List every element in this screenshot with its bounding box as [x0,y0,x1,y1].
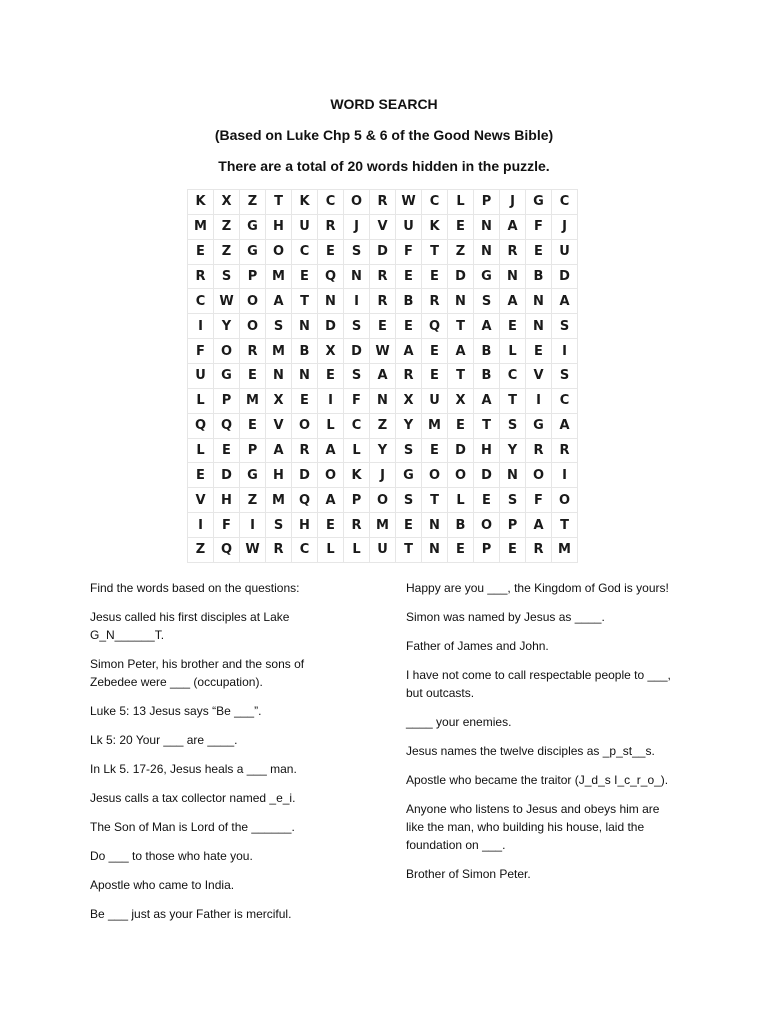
grid-letter-cell[interactable]: A [552,289,578,314]
grid-letter-cell[interactable]: N [292,314,318,339]
grid-letter-cell[interactable]: A [552,413,578,438]
grid-letter-cell[interactable]: U [188,364,214,389]
grid-letter-cell[interactable]: I [240,513,266,538]
grid-letter-cell[interactable]: E [422,264,448,289]
grid-letter-cell[interactable]: G [240,214,266,239]
grid-letter-cell[interactable]: T [474,413,500,438]
question-left-10: Be ___ just as your Father is merciful. [90,907,292,921]
grid-letter-cell[interactable]: E [474,488,500,513]
grid-letter-cell[interactable]: M [266,339,292,364]
grid-row [188,264,578,289]
grid-letter-cell[interactable]: O [526,463,552,488]
grid-letter-cell[interactable]: A [500,289,526,314]
grid-letter-cell[interactable]: O [240,314,266,339]
grid-letter-cell[interactable]: M [266,264,292,289]
grid-letter-cell[interactable]: N [500,463,526,488]
grid-letter-cell[interactable]: D [318,314,344,339]
grid-letter-cell[interactable]: R [396,364,422,389]
grid-letter-cell[interactable]: E [188,463,214,488]
grid-letter-cell[interactable]: X [318,339,344,364]
grid-letter-cell[interactable]: A [318,488,344,513]
grid-letter-cell[interactable]: B [396,289,422,314]
grid-letter-cell[interactable]: I [318,388,344,413]
grid-letter-cell[interactable]: T [396,538,422,563]
grid-letter-cell[interactable]: T [422,239,448,264]
grid-letter-cell[interactable]: L [318,538,344,563]
grid-letter-cell[interactable]: B [526,264,552,289]
grid-letter-cell[interactable]: I [552,339,578,364]
grid-letter-cell[interactable]: L [500,339,526,364]
grid-letter-cell[interactable]: D [370,239,396,264]
grid-letter-cell[interactable]: E [370,314,396,339]
grid-letter-cell[interactable]: L [448,488,474,513]
grid-letter-cell[interactable]: O [344,190,370,215]
puzzle-instruction: There are a total of 20 words hidden in the puzzle. [218,158,550,174]
grid-letter-cell[interactable]: E [318,364,344,389]
grid-letter-cell[interactable]: O [318,463,344,488]
question-left-8: Do ___ to those who hate you. [90,849,253,863]
grid-letter-cell[interactable]: F [214,513,240,538]
grid-letter-cell[interactable]: R [500,239,526,264]
grid-row [188,214,578,239]
grid-letter-cell[interactable]: L [188,388,214,413]
grid-letter-cell[interactable]: Q [318,264,344,289]
grid-row [188,438,578,463]
grid-letter-cell[interactable]: B [474,364,500,389]
grid-letter-cell[interactable]: E [526,339,552,364]
grid-letter-cell[interactable]: N [422,538,448,563]
grid-letter-cell[interactable]: O [474,513,500,538]
grid-letter-cell[interactable]: D [474,463,500,488]
grid-letter-cell[interactable]: Z [240,190,266,215]
grid-letter-cell[interactable]: C [552,190,578,215]
grid-letter-cell[interactable]: O [448,463,474,488]
question-left-9: Apostle who came to India. [90,878,235,892]
question-left-4: Lk 5: 20 Your ___ are ____. [90,733,238,747]
grid-letter-cell[interactable]: A [396,339,422,364]
question-right-0: Happy are you ___, the Kingdom of God is yours! [406,581,669,595]
question-right-5: Jesus names the twelve disciples as _p_st__s. [406,744,655,758]
grid-letter-cell[interactable]: Z [214,239,240,264]
grid-letter-cell[interactable]: P [240,264,266,289]
grid-letter-cell[interactable]: V [370,214,396,239]
grid-letter-cell[interactable]: E [448,413,474,438]
grid-letter-cell[interactable]: E [396,314,422,339]
question-right-3: I have not come to call respectable people to ___, but outcasts. [406,668,671,700]
grid-letter-cell[interactable]: G [396,463,422,488]
grid-letter-cell[interactable]: E [396,264,422,289]
grid-letter-cell[interactable]: U [422,388,448,413]
grid-letter-cell[interactable]: C [344,413,370,438]
question-right-6: Apostle who became the traitor (J_d_s I_c_r_o_). [406,773,669,787]
grid-letter-cell[interactable]: D [292,463,318,488]
grid-letter-cell[interactable]: O [240,289,266,314]
grid-letter-cell[interactable]: F [396,239,422,264]
grid-letter-cell[interactable]: H [214,488,240,513]
grid-letter-cell[interactable]: R [240,339,266,364]
grid-letter-cell[interactable]: D [552,264,578,289]
grid-letter-cell[interactable]: R [370,190,396,215]
grid-letter-cell[interactable]: E [292,264,318,289]
grid-letter-cell[interactable]: R [552,438,578,463]
grid-letter-cell[interactable]: B [474,339,500,364]
question-right-2: Father of James and John. [406,639,549,653]
grid-letter-cell[interactable]: K [422,214,448,239]
questions-left-column [90,579,350,934]
grid-letter-cell[interactable]: F [526,488,552,513]
grid-letter-cell[interactable]: Q [422,314,448,339]
grid-letter-cell[interactable]: F [344,388,370,413]
grid-letter-cell[interactable]: L [318,413,344,438]
grid-row [188,289,578,314]
grid-letter-cell[interactable]: S [500,488,526,513]
grid-letter-cell[interactable]: A [500,214,526,239]
grid-letter-cell[interactable]: K [188,190,214,215]
grid-letter-cell[interactable]: J [370,463,396,488]
grid-row [188,513,578,538]
grid-letter-cell[interactable]: U [552,239,578,264]
grid-letter-cell[interactable]: C [552,388,578,413]
grid-letter-cell[interactable]: Y [500,438,526,463]
grid-letter-cell[interactable]: G [526,413,552,438]
grid-letter-cell[interactable]: C [292,239,318,264]
grid-letter-cell[interactable]: C [422,190,448,215]
grid-letter-cell[interactable]: T [552,513,578,538]
grid-letter-cell[interactable]: I [344,289,370,314]
grid-letter-cell[interactable]: P [344,488,370,513]
grid-letter-cell[interactable]: N [344,264,370,289]
grid-letter-cell[interactable]: H [474,438,500,463]
grid-letter-cell[interactable]: L [344,438,370,463]
grid-letter-cell[interactable]: P [500,513,526,538]
word-search-grid [187,189,578,563]
grid-letter-cell[interactable]: W [214,289,240,314]
grid-letter-cell[interactable]: Y [396,413,422,438]
grid-letter-cell[interactable]: D [448,438,474,463]
grid-letter-cell[interactable]: C [188,289,214,314]
grid-letter-cell[interactable]: A [474,314,500,339]
grid-letter-cell[interactable]: R [526,538,552,563]
grid-letter-cell[interactable]: O [292,413,318,438]
grid-letter-cell[interactable]: E [500,538,526,563]
grid-letter-cell[interactable]: S [500,413,526,438]
grid-row [188,463,578,488]
grid-letter-cell[interactable]: E [526,239,552,264]
grid-letter-cell[interactable]: G [526,190,552,215]
grid-letter-cell[interactable]: A [448,339,474,364]
grid-letter-cell[interactable]: N [474,214,500,239]
grid-letter-cell[interactable]: M [188,214,214,239]
grid-letter-cell[interactable]: T [422,488,448,513]
grid-letter-cell[interactable]: O [266,239,292,264]
question-left-1: Jesus called his first disciples at Lake G_N______T. [90,610,290,642]
grid-letter-cell[interactable]: S [552,364,578,389]
grid-letter-cell[interactable]: W [396,190,422,215]
grid-letter-cell[interactable]: Q [214,538,240,563]
grid-letter-cell[interactable]: E [396,513,422,538]
grid-letter-cell[interactable]: S [266,513,292,538]
grid-letter-cell[interactable]: L [344,538,370,563]
grid-letter-cell[interactable]: R [266,538,292,563]
grid-letter-cell[interactable]: E [422,364,448,389]
grid-letter-cell[interactable]: L [448,190,474,215]
grid-letter-cell[interactable]: U [370,538,396,563]
grid-letter-cell[interactable]: S [266,314,292,339]
grid-letter-cell[interactable]: O [214,339,240,364]
grid-letter-cell[interactable]: E [240,364,266,389]
grid-letter-cell[interactable]: R [318,214,344,239]
grid-letter-cell[interactable]: Q [292,488,318,513]
grid-row [188,190,578,215]
grid-letter-cell[interactable]: V [188,488,214,513]
grid-letter-cell[interactable]: M [370,513,396,538]
grid-letter-cell[interactable]: B [448,513,474,538]
grid-letter-cell[interactable]: J [500,190,526,215]
grid-letter-cell[interactable]: N [500,264,526,289]
grid-letter-cell[interactable]: E [500,314,526,339]
grid-letter-cell[interactable]: Z [370,413,396,438]
grid-letter-cell[interactable]: A [266,289,292,314]
page-title: WORD SEARCH [330,96,438,112]
grid-letter-cell[interactable]: E [448,214,474,239]
grid-letter-cell[interactable]: T [292,289,318,314]
grid-row [188,388,578,413]
grid-letter-cell[interactable]: R [370,264,396,289]
grid-letter-cell[interactable]: I [526,388,552,413]
grid-letter-cell[interactable]: N [266,364,292,389]
grid-row [188,239,578,264]
grid-letter-cell[interactable]: E [292,388,318,413]
grid-letter-cell[interactable]: C [318,190,344,215]
grid-letter-cell[interactable]: E [188,239,214,264]
grid-letter-cell[interactable]: V [266,413,292,438]
grid-letter-cell[interactable]: M [266,488,292,513]
grid-letter-cell[interactable]: I [552,463,578,488]
grid-letter-cell[interactable]: X [266,388,292,413]
grid-letter-cell[interactable]: N [292,364,318,389]
grid-letter-cell[interactable]: F [188,339,214,364]
grid-letter-cell[interactable]: N [318,289,344,314]
grid-letter-cell[interactable]: H [266,214,292,239]
grid-letter-cell[interactable]: G [240,239,266,264]
grid-letter-cell[interactable]: S [344,314,370,339]
grid-letter-cell[interactable]: Y [370,438,396,463]
grid-letter-cell[interactable]: R [422,289,448,314]
grid-letter-cell[interactable]: O [370,488,396,513]
grid-row [188,538,578,563]
grid-letter-cell[interactable]: N [370,388,396,413]
grid-letter-cell[interactable]: O [422,463,448,488]
question-right-8: Brother of Simon Peter. [406,867,531,881]
grid-letter-cell[interactable]: R [370,289,396,314]
grid-letter-cell[interactable]: P [474,538,500,563]
grid-letter-cell[interactable]: N [526,314,552,339]
grid-letter-cell[interactable]: F [526,214,552,239]
grid-letter-cell[interactable]: Y [214,314,240,339]
grid-letter-cell[interactable]: L [188,438,214,463]
grid-letter-cell[interactable]: T [448,314,474,339]
page-subtitle: (Based on Luke Chp 5 & 6 of the Good News Bible) [214,127,554,143]
grid-row [188,314,578,339]
grid-letter-cell[interactable]: V [526,364,552,389]
grid-letter-cell[interactable]: U [292,214,318,239]
question-left-6: Jesus calls a tax collector named _e_i. [90,791,296,805]
grid-letter-cell[interactable]: M [422,413,448,438]
grid-letter-cell[interactable]: P [240,438,266,463]
grid-letter-cell[interactable]: N [526,289,552,314]
question-right-1: Simon was named by Jesus as ____. [406,610,605,624]
question-right-4: ____ your enemies. [406,715,512,729]
grid-letter-cell[interactable]: E [318,513,344,538]
grid-letter-cell[interactable]: G [240,463,266,488]
grid-letter-cell[interactable]: Q [188,413,214,438]
grid-letter-cell[interactable]: C [292,538,318,563]
question-left-0: Find the words based on the questions: [90,581,300,595]
grid-letter-cell[interactable]: Z [188,538,214,563]
grid-letter-cell[interactable]: R [292,438,318,463]
grid-letter-cell[interactable]: R [344,513,370,538]
grid-letter-cell[interactable]: E [422,339,448,364]
grid-letter-cell[interactable]: A [318,438,344,463]
questions-right-column [406,579,676,894]
grid-row [188,364,578,389]
question-left-3: Luke 5: 13 Jesus says “Be ___”. [90,704,262,718]
grid-letter-cell[interactable]: O [552,488,578,513]
grid-letter-cell[interactable]: N [474,239,500,264]
grid-letter-cell[interactable]: D [448,264,474,289]
grid-letter-cell[interactable]: W [370,339,396,364]
grid-letter-cell[interactable]: E [448,538,474,563]
grid-row [188,488,578,513]
grid-letter-cell[interactable]: S [214,264,240,289]
grid-letter-cell[interactable]: D [344,339,370,364]
grid-letter-cell[interactable]: A [266,438,292,463]
grid-letter-cell[interactable]: T [448,364,474,389]
grid-letter-cell[interactable]: B [292,339,318,364]
grid-letter-cell[interactable]: J [344,214,370,239]
grid-letter-cell[interactable]: X [396,388,422,413]
grid-letter-cell[interactable]: A [474,388,500,413]
grid-letter-cell[interactable]: E [240,413,266,438]
grid-letter-cell[interactable]: G [214,364,240,389]
grid-letter-cell[interactable]: Z [240,488,266,513]
grid-letter-cell[interactable]: G [474,264,500,289]
grid-letter-cell[interactable]: I [188,314,214,339]
grid-letter-cell[interactable]: S [396,488,422,513]
question-left-7: The Son of Man is Lord of the ______. [90,820,295,834]
grid-letter-cell[interactable]: S [474,289,500,314]
grid-letter-cell[interactable]: J [552,214,578,239]
grid-letter-cell[interactable]: N [448,289,474,314]
grid-letter-cell[interactable]: K [292,190,318,215]
grid-letter-cell[interactable]: I [188,513,214,538]
grid-letter-cell[interactable]: H [266,463,292,488]
grid-letter-cell[interactable]: E [422,438,448,463]
grid-letter-cell[interactable]: N [422,513,448,538]
grid-letter-cell[interactable]: X [214,190,240,215]
grid-letter-cell[interactable]: Q [214,413,240,438]
grid-letter-cell[interactable]: S [344,364,370,389]
grid-letter-cell[interactable]: T [500,388,526,413]
grid-letter-cell[interactable]: U [396,214,422,239]
question-left-5: In Lk 5. 17-26, Jesus heals a ___ man. [90,762,297,776]
grid-row [188,413,578,438]
grid-letter-cell[interactable]: S [344,239,370,264]
grid-letter-cell[interactable]: A [526,513,552,538]
grid-letter-cell[interactable]: R [526,438,552,463]
grid-letter-cell[interactable]: A [370,364,396,389]
grid-letter-cell[interactable]: M [552,538,578,563]
grid-letter-cell[interactable]: M [240,388,266,413]
grid-letter-cell[interactable]: H [292,513,318,538]
grid-letter-cell[interactable]: D [214,463,240,488]
grid-letter-cell[interactable]: C [500,364,526,389]
grid-letter-cell[interactable]: R [188,264,214,289]
grid-letter-cell[interactable]: K [344,463,370,488]
grid-letter-cell[interactable]: T [266,190,292,215]
grid-letter-cell[interactable]: E [318,239,344,264]
grid-letter-cell[interactable]: E [214,438,240,463]
grid-letter-cell[interactable]: P [214,388,240,413]
grid-letter-cell[interactable]: X [448,388,474,413]
grid-letter-cell[interactable]: Z [214,214,240,239]
question-left-2: Simon Peter, his brother and the sons of Zebedee were ___ (occupation). [90,657,305,689]
grid-letter-cell[interactable]: P [474,190,500,215]
grid-letter-cell[interactable]: Z [448,239,474,264]
grid-row [188,339,578,364]
grid-letter-cell[interactable]: S [552,314,578,339]
grid-letter-cell[interactable]: S [396,438,422,463]
question-right-7: Anyone who listens to Jesus and obeys him are like the man, who building his house, laid the foundation on ___. [406,802,660,852]
grid-letter-cell[interactable]: W [240,538,266,563]
